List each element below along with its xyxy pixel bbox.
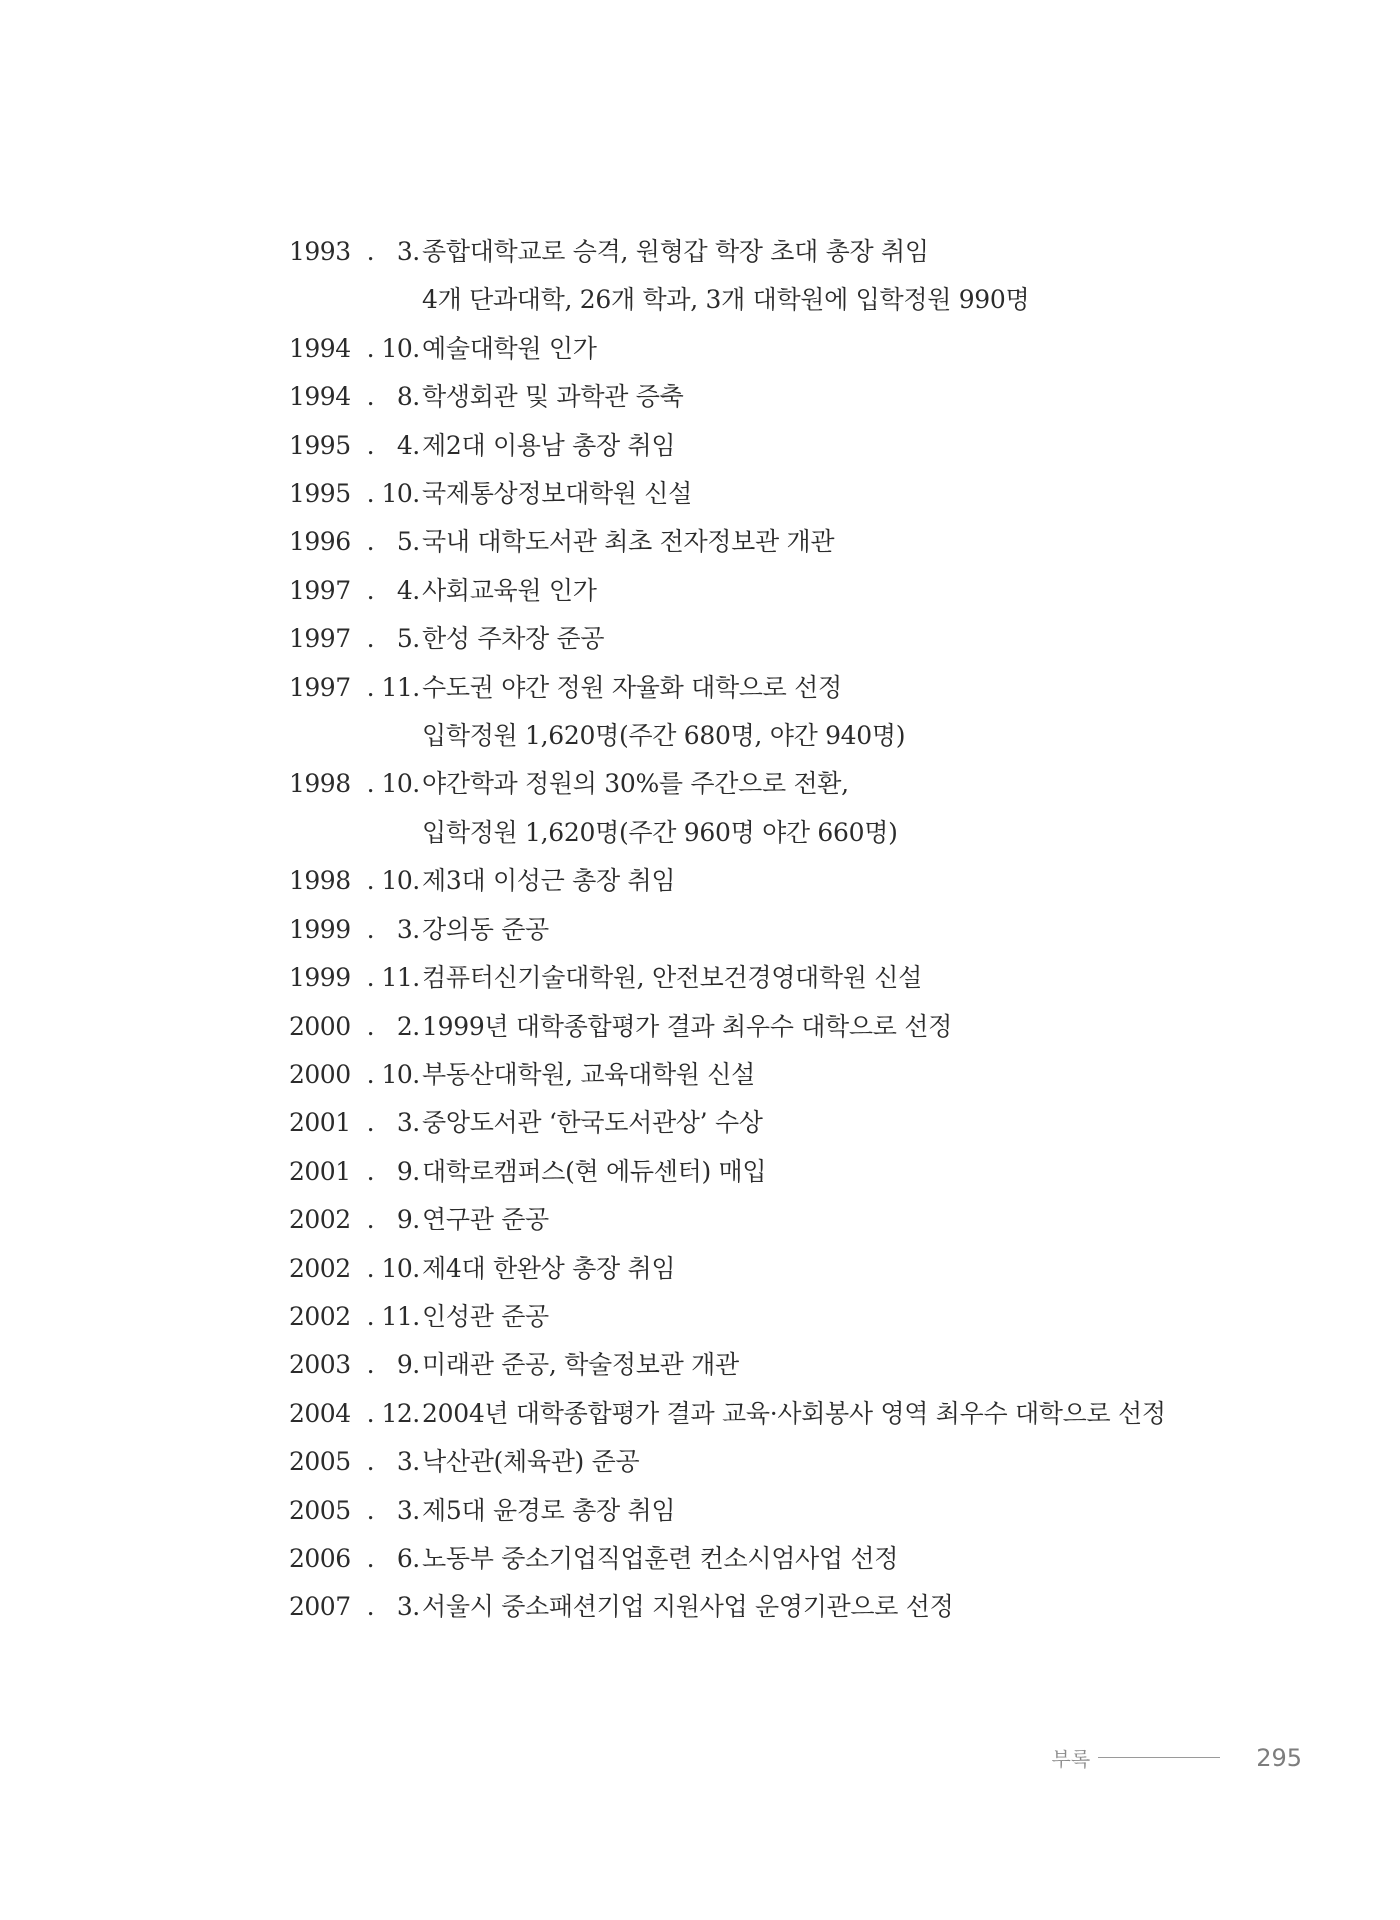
timeline-entry — [289, 664, 1309, 712]
section-label: 부록 — [1051, 1747, 1091, 1771]
entry-date — [289, 1148, 422, 1196]
entry-year: 1994 — [289, 333, 351, 363]
entry-year: 1995 — [289, 479, 351, 509]
date-separator: . — [366, 1495, 375, 1525]
entry-month: 4 — [396, 575, 413, 605]
entry-month: 12 — [381, 1398, 413, 1428]
entry-month: 10 — [381, 1253, 413, 1283]
entry-month: 3 — [396, 1447, 413, 1477]
entry-text: 한성 주차장 준공 — [422, 624, 605, 654]
timeline-entry-continuation — [289, 276, 1309, 324]
date-separator: . — [366, 1156, 375, 1186]
entry-year: 1994 — [289, 382, 351, 412]
date-end-dot: . — [412, 1108, 420, 1138]
entry-year: 1997 — [289, 672, 351, 702]
date-end-dot: . — [412, 333, 420, 363]
entry-year: 2001 — [289, 1108, 351, 1138]
entry-year: 2005 — [289, 1447, 351, 1477]
timeline-entry — [289, 857, 1309, 905]
timeline-entry — [289, 1245, 1309, 1293]
entry-text: 입학정원 1,620명(주간 680명, 야간 940명) — [422, 721, 906, 751]
entry-month: 4 — [396, 430, 413, 460]
entry-date — [289, 567, 422, 615]
entry-year: 2006 — [289, 1543, 351, 1573]
entry-text: 학생회관 및 과학관 증축 — [422, 382, 684, 412]
entry-year: 1999 — [289, 963, 351, 993]
date-separator: . — [366, 1447, 375, 1477]
entry-date — [289, 760, 422, 808]
entry-year: 2002 — [289, 1301, 351, 1331]
date-separator: . — [366, 1108, 375, 1138]
timeline-entry — [289, 567, 1309, 615]
entry-month: 3 — [396, 237, 413, 266]
entry-text: 사회교육원 인가 — [422, 575, 597, 605]
timeline-entry — [289, 373, 1309, 421]
entry-date — [289, 1196, 422, 1244]
timeline-entry — [289, 325, 1309, 373]
entry-date — [289, 1245, 422, 1293]
date-separator: . — [366, 1011, 375, 1041]
entry-year: 1999 — [289, 914, 351, 944]
date-end-dot: . — [412, 1253, 420, 1283]
entry-year: 2007 — [289, 1592, 351, 1622]
entry-year: 1998 — [289, 866, 351, 896]
entry-month: 11 — [381, 672, 413, 702]
date-end-dot: . — [412, 1301, 420, 1331]
entry-date — [289, 325, 422, 373]
date-separator: . — [366, 963, 375, 993]
date-separator: . — [366, 479, 375, 509]
date-separator: . — [366, 1301, 375, 1331]
timeline-entry — [289, 1390, 1309, 1438]
timeline-entry — [289, 1583, 1309, 1631]
entry-month: 3 — [396, 1108, 413, 1138]
entry-month: 10 — [381, 333, 413, 363]
timeline-entry — [289, 470, 1309, 518]
date-end-dot: . — [412, 1059, 420, 1089]
date-separator: . — [366, 1059, 375, 1089]
entry-year: 2005 — [289, 1495, 351, 1525]
entry-text: 국제통상정보대학원 신설 — [422, 479, 692, 509]
entry-text: 종합대학교로 승격, 원형갑 학장 초대 총장 취임 — [422, 237, 929, 266]
date-end-dot: . — [412, 1543, 420, 1573]
entry-month: 2 — [396, 1011, 413, 1041]
entry-month: 11 — [381, 963, 413, 993]
date-end-dot: . — [412, 1156, 420, 1186]
entry-month: 9 — [396, 1156, 413, 1186]
date-separator: . — [366, 1350, 375, 1380]
timeline-entry — [289, 228, 1309, 276]
date-separator: . — [366, 1592, 375, 1622]
entry-date — [289, 373, 422, 421]
entry-month: 10 — [381, 1059, 413, 1089]
entry-text: 국내 대학도서관 최초 전자정보관 개관 — [422, 527, 835, 557]
entry-month: 9 — [396, 1350, 413, 1380]
timeline-entry — [289, 518, 1309, 566]
entry-year: 2000 — [289, 1059, 351, 1089]
entry-date — [289, 954, 422, 1002]
date-end-dot: . — [412, 866, 420, 896]
date-end-dot: . — [412, 382, 420, 412]
date-separator: . — [366, 575, 375, 605]
entry-year: 2002 — [289, 1253, 351, 1283]
date-separator: . — [366, 430, 375, 460]
date-end-dot: . — [412, 430, 420, 460]
date-end-dot: . — [412, 1495, 420, 1525]
entry-text: 강의동 준공 — [422, 914, 549, 944]
timeline-entry — [289, 1196, 1309, 1244]
entry-text: 2004년 대학종합평가 결과 교육·사회봉사 영역 최우수 대학으로 선정 — [422, 1398, 1166, 1428]
date-separator: . — [366, 237, 375, 266]
entry-date — [289, 615, 422, 663]
entry-text: 입학정원 1,620명(주간 960명 야간 660명) — [422, 817, 898, 847]
entry-date — [289, 664, 422, 712]
timeline-entry-continuation — [289, 712, 1309, 760]
entry-year: 1993 — [289, 237, 351, 266]
entry-date — [289, 1099, 422, 1147]
timeline-entry — [289, 906, 1309, 954]
entry-year: 2004 — [289, 1398, 351, 1428]
date-separator: . — [366, 914, 375, 944]
entry-date — [289, 857, 422, 905]
date-end-dot: . — [412, 1447, 420, 1477]
entry-month: 10 — [381, 866, 413, 896]
timeline-entry — [289, 1293, 1309, 1341]
timeline-entry — [289, 1438, 1309, 1486]
entry-year: 2003 — [289, 1350, 351, 1380]
entry-year: 1997 — [289, 575, 351, 605]
entry-date — [289, 228, 422, 276]
date-end-dot: . — [412, 624, 420, 654]
entry-date — [289, 1535, 422, 1583]
timeline-entry — [289, 1051, 1309, 1099]
entry-year: 1997 — [289, 624, 351, 654]
timeline-entry — [289, 1487, 1309, 1535]
timeline-entry — [289, 1341, 1309, 1389]
entry-year: 1998 — [289, 769, 351, 799]
entry-text: 낙산관(체육관) 준공 — [422, 1447, 640, 1477]
timeline-entry — [289, 1003, 1309, 1051]
date-end-dot: . — [412, 237, 420, 266]
entry-text: 연구관 준공 — [422, 1205, 549, 1235]
entry-date — [289, 1438, 422, 1486]
timeline-entry-continuation — [289, 809, 1309, 857]
date-end-dot: . — [412, 963, 420, 993]
timeline-entry — [289, 1099, 1309, 1147]
entry-month: 11 — [381, 1301, 413, 1331]
entry-date — [289, 1341, 422, 1389]
entry-year: 1995 — [289, 430, 351, 460]
entry-month: 9 — [396, 1205, 413, 1235]
entry-month: 5 — [396, 624, 413, 654]
entry-year: 1996 — [289, 527, 351, 557]
date-end-dot: . — [412, 1350, 420, 1380]
entry-date — [289, 518, 422, 566]
date-end-dot: . — [412, 672, 420, 702]
date-end-dot: . — [412, 1592, 420, 1622]
entry-month: 3 — [396, 1495, 413, 1525]
entry-text: 미래관 준공, 학술정보관 개관 — [422, 1350, 739, 1380]
entry-date — [289, 1003, 422, 1051]
date-separator: . — [366, 1543, 375, 1573]
entry-text: 컴퓨터신기술대학원, 안전보건경영대학원 신설 — [422, 963, 922, 993]
entry-date — [289, 1390, 422, 1438]
date-separator: . — [366, 1253, 375, 1283]
entry-text: 서울시 중소패션기업 지원사업 운영기관으로 선정 — [422, 1592, 954, 1622]
entry-text: 예술대학원 인가 — [422, 333, 597, 363]
date-end-dot: . — [412, 527, 420, 557]
entry-text: 야간학과 정원의 30%를 주간으로 전환, — [422, 769, 849, 799]
timeline-entry — [289, 422, 1309, 470]
entry-text: 대학로캠퍼스(현 에듀센터) 매입 — [422, 1156, 767, 1186]
date-end-dot: . — [412, 1011, 420, 1041]
entry-text: 제4대 한완상 총장 취임 — [422, 1253, 676, 1283]
date-separator: . — [366, 769, 375, 799]
entry-text: 제5대 윤경로 총장 취임 — [422, 1495, 676, 1525]
timeline-entry — [289, 954, 1309, 1002]
history-timeline — [289, 228, 1309, 1632]
timeline-entry — [289, 1535, 1309, 1583]
entry-text: 수도권 야간 정원 자율화 대학으로 선정 — [422, 672, 842, 702]
entry-text: 인성관 준공 — [422, 1301, 549, 1331]
entry-month: 3 — [396, 1592, 413, 1622]
date-separator: . — [366, 382, 375, 412]
entry-year: 2000 — [289, 1011, 351, 1041]
date-separator: . — [366, 527, 375, 557]
entry-text: 중앙도서관 ‘한국도서관상’ 수상 — [422, 1108, 763, 1138]
date-end-dot: . — [412, 479, 420, 509]
entry-date — [289, 1051, 422, 1099]
entry-date — [289, 906, 422, 954]
timeline-entry — [289, 615, 1309, 663]
page-number: 295 — [1256, 1743, 1302, 1772]
date-separator: . — [366, 866, 375, 896]
entry-date — [289, 422, 422, 470]
date-separator: . — [366, 333, 375, 363]
date-end-dot: . — [412, 575, 420, 605]
date-separator: . — [366, 672, 375, 702]
entry-month: 3 — [396, 914, 413, 944]
entry-month: 8 — [396, 382, 413, 412]
entry-year: 2002 — [289, 1205, 351, 1235]
date-end-dot: . — [412, 769, 420, 799]
entry-date — [289, 1487, 422, 1535]
date-end-dot: . — [412, 1205, 420, 1235]
entry-month: 5 — [396, 527, 413, 557]
entry-text: 노동부 중소기업직업훈련 컨소시엄사업 선정 — [422, 1543, 899, 1573]
entry-text: 4개 단과대학, 26개 학과, 3개 대학원에 입학정원 990명 — [422, 285, 1030, 315]
page-footer — [1052, 1743, 1302, 1772]
date-separator: . — [366, 1205, 375, 1235]
date-end-dot: . — [412, 914, 420, 944]
entry-month: 10 — [381, 479, 413, 509]
entry-date — [289, 1583, 422, 1631]
date-separator: . — [366, 1398, 375, 1428]
entry-date — [289, 470, 422, 518]
entry-month: 6 — [396, 1543, 413, 1573]
timeline-entry — [289, 1148, 1309, 1196]
entry-text: 부동산대학원, 교육대학원 신설 — [422, 1059, 755, 1089]
entry-text: 1999년 대학종합평가 결과 최우수 대학으로 선정 — [422, 1011, 952, 1041]
entry-month: 10 — [381, 769, 413, 799]
footer-rule — [1098, 1757, 1220, 1758]
entry-text: 제3대 이성근 총장 취임 — [422, 866, 676, 896]
date-end-dot: . — [412, 1398, 420, 1428]
entry-date — [289, 1293, 422, 1341]
timeline-entry — [289, 760, 1309, 808]
date-separator: . — [366, 624, 375, 654]
entry-text: 제2대 이용남 총장 취임 — [422, 430, 676, 460]
entry-year: 2001 — [289, 1156, 351, 1186]
